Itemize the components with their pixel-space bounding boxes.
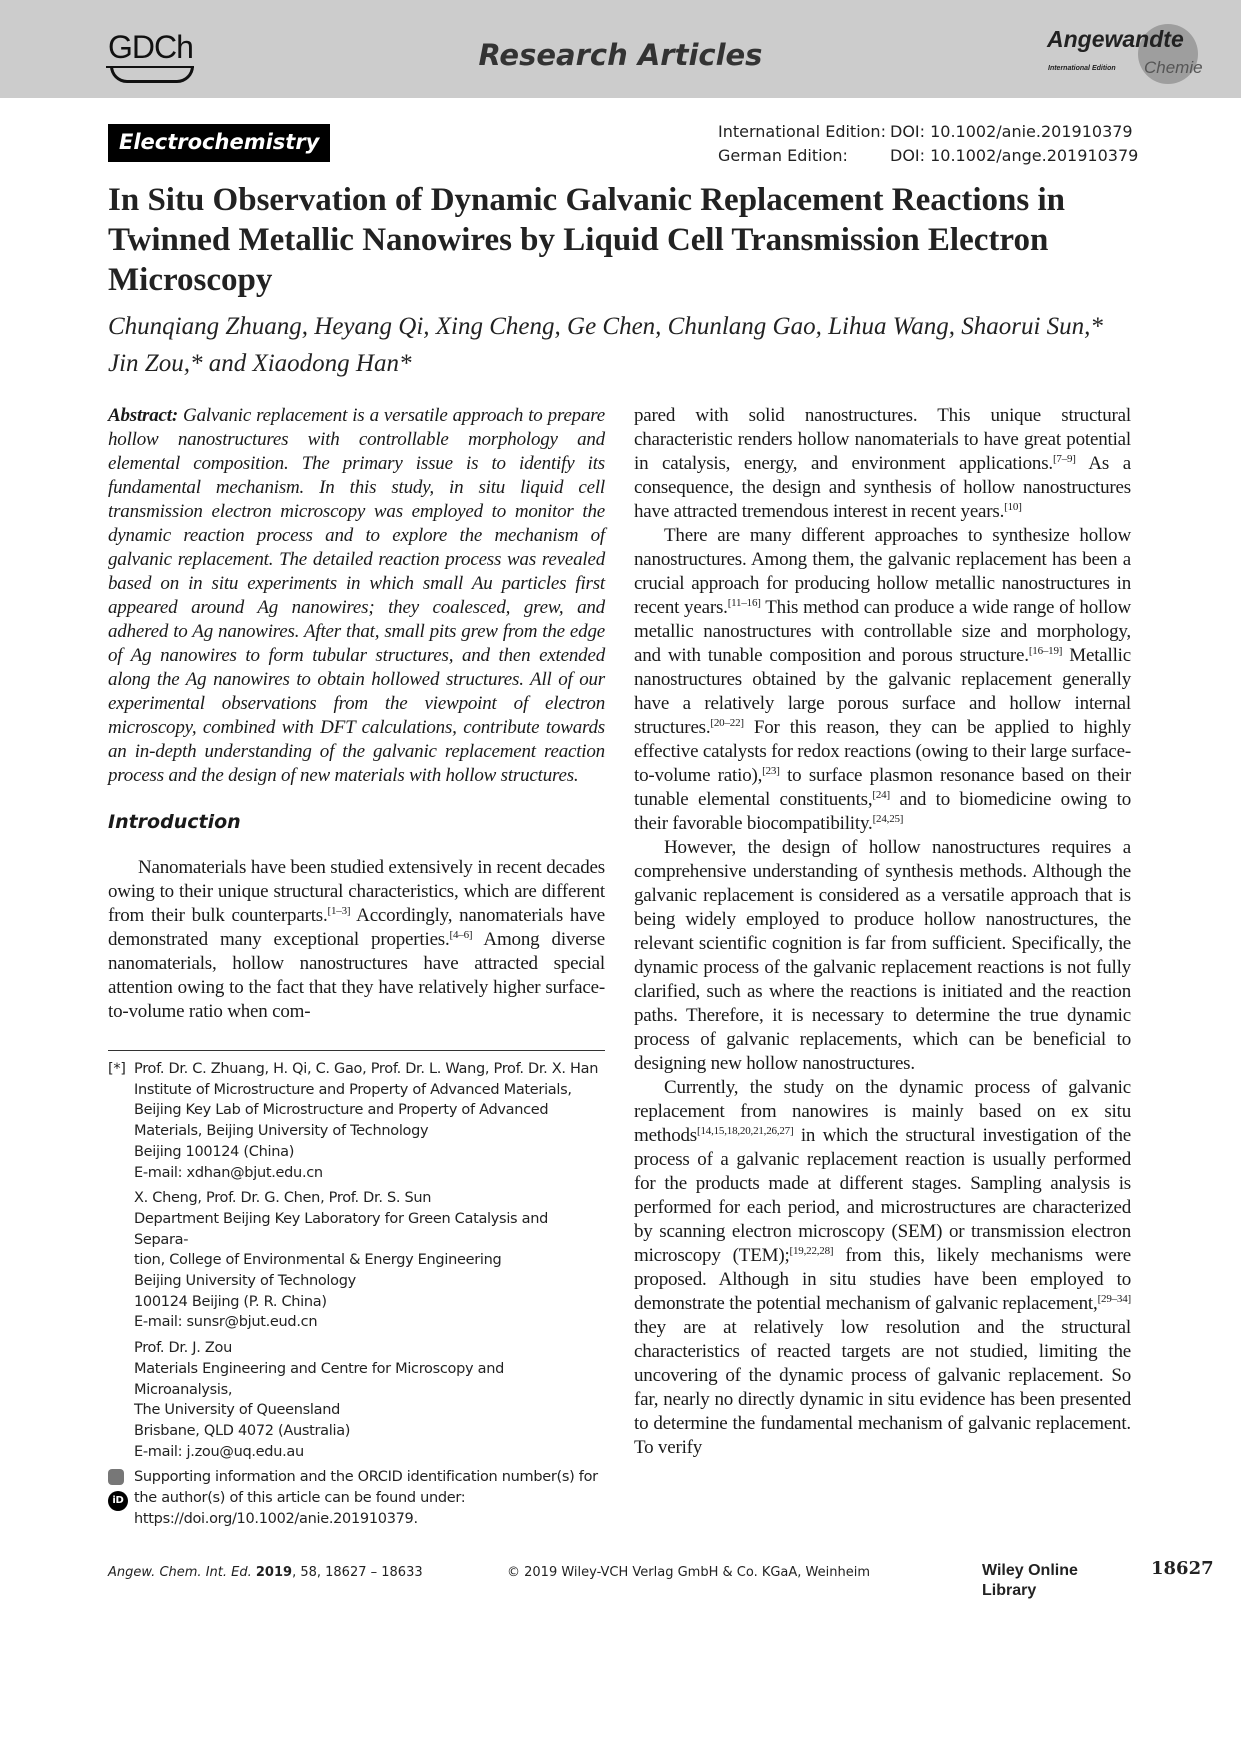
wiley-online-library-link[interactable]: Wiley Online Library [982,1562,1078,1600]
paragraph-text: pared with solid nanostructures. This unique structural characteristic renders hollow nanomaterials to have great potential in catalysis, energy, and environment applications. [634,405,1131,474]
paragraph-text: There are many different approaches to synthesize hollow nanostructures. Among them, the galvanic replacement has been a crucial approach for producing hollow metallic nanostructures in recent years. [634,525,1131,618]
email-link[interactable]: E-mail: j.zou@uq.edu.au [134,1443,304,1460]
angewandte-logo [1040,22,1210,86]
doi-block [718,120,1138,168]
affiliation-line: Beijing Key Lab of Microstructure and Property of Advanced [134,1102,549,1119]
paragraph-text: they are at relatively low resolution and the structural characteristics of reacted targets are not studied, limiting the uncovering of the dynamic process of galvanic replacement. So far, nearly no directly dynamic in situ evidence has been presented to determine the fundamental mechanism of galvanic replacement. To verify [634,1317,1131,1458]
citation-ref[interactable]: [14,15,18,20,21,26,27] [697,1125,794,1137]
citation-ref[interactable]: [29–34] [1097,1293,1131,1305]
affiliation-line: Prof. Dr. C. Zhuang, H. Qi, C. Gao, Prof. Dr. L. Wang, Prof. Dr. X. Han [134,1061,599,1077]
citation-journal: Angew. Chem. Int. Ed. [108,1565,252,1581]
citation-ref[interactable]: [4–6] [449,929,473,941]
left-paragraphs [108,856,605,1024]
doi-link[interactable]: DOI: 10.1002/ange.201910379 [890,146,1139,165]
citation-ref[interactable]: [16–19] [1028,645,1063,657]
citation-ref[interactable]: [24,25] [872,813,904,825]
citation-rest: , 58, 18627 – 18633 [292,1565,423,1581]
abstract-text: Galvanic replacement is a versatile approach to prepare hollow nanostructures with controllable morphology and elemental composition. The primary issue is to identify its fundamental mechanism. In this study, in situ liquid cell transmission electron microscopy was employed to monitor the dynamic reaction process and to explore the mechanism of galvanic replacement. The detailed reaction process was revealed based on in situ experiments in which small Au particles first appeared around Ag nanowires; they coalesced, grew, and adhered to Ag nanowires. After that, small pits grew from the edge of Ag nanowires to form tubular structures, and then extended along the Ag nanowires to obtain hollowed structures. All of our experimental observations from the viewpoint of electron microscopy, combined with DFT calculations, contribute towards an in-depth understanding of the galvanic replacement reaction process and the design of new materials with hollow structures. [108,405,605,786]
paragraph-text: Currently, the study on the dynamic process of galvanic replacement from nanowires is mainly based on ex situ methods [634,1077,1131,1146]
email-link[interactable]: E-mail: xdhan@bjut.edu.cn [134,1164,323,1181]
paragraph [634,836,1131,1076]
supporting-info-icon [108,1469,124,1485]
logo-edition: International Edition [1048,65,1116,72]
citation-ref[interactable]: [20–22] [710,717,744,729]
paragraph [108,856,605,1024]
right-column [634,404,1131,1460]
paragraph-text: Among diverse nanomaterials, hollow nanostructures have attracted special attention owing to the fact that they have relatively higher surface-to-volume ratio when com- [108,929,605,1022]
abstract [108,404,605,788]
citation-ref[interactable]: [1–3] [327,905,351,917]
affiliations-footnote [108,1059,605,1529]
logo-name: Angewandte [1047,26,1184,52]
affiliation-blocks [108,1059,605,1462]
citation-ref[interactable]: [24] [872,789,890,801]
paragraph-text: in which the structural investigation of the process of a galvanic replacement reaction is usually performed for the products made at different stages. Sampling analysis is performed for each period, and microstructures are characterized by scanning electron microscopy (SEM) or transmission electron microscopy (TEM); [634,1125,1131,1266]
citation-ref[interactable]: [7–9] [1052,453,1076,465]
paragraph-text: For this reason, they can be applied to highly effective catalysts for redox reactions (owing to their large surface-to-volume ratio), [634,717,1131,786]
citation-ref[interactable]: [10] [1004,501,1022,513]
affiliation-line: Beijing 100124 (China) [134,1143,295,1160]
doi-link[interactable]: DOI: 10.1002/anie.201910379 [890,122,1133,141]
section-title: Research Articles [478,38,763,72]
introduction-heading: Introduction [108,811,241,833]
left-column [108,404,605,1529]
logo-sub: Chemie [1144,58,1203,77]
copyright: © 2019 Wiley-VCH Verlag GmbH & Co. KGaA, Weinheim [507,1565,871,1581]
page-number: 18627 [1151,1558,1214,1580]
paragraph-text: Nanomaterials have been studied extensively in recent decades owing to their unique structural characteristics, which are different from their bulk counterparts. [108,857,605,926]
paragraph-text: However, the design of hollow nanostructures requires a comprehensive understanding of synthesis methods. Although the galvanic replacement is considered as a versatile approach that is being widely employed to produce hollow nanostructures, the relevant scientific cognition is far from sufficient. Specifically, the dynamic process of the galvanic replacement reactions is not fully clarified, such as where the reactions is initiated and the reaction paths. Therefore, it is necessary to determine the true dynamic process of galvanic replacements, which can be beneficial to designing new hollow nanostructures. [634,837,1131,1074]
category-tag: Electrochemistry [108,124,330,162]
paragraph-text: This method can produce a wide range of hollow metallic nanostructures with controllable size and morphology, and with tunable composition and porous structure. [634,597,1131,666]
si-line: Supporting information and the ORCID identification number(s) for [134,1469,598,1486]
affiliation-line: Materials, Beijing University of Technology [134,1123,429,1140]
affiliation-line: The University of Queensland [134,1402,341,1419]
paragraph [634,404,1131,524]
citation-ref[interactable]: [11–16] [727,597,761,609]
affiliation-line: Department Beijing Key Laboratory for Green Catalysis and Separa- [134,1210,548,1248]
affiliation-line: X. Cheng, Prof. Dr. G. Chen, Prof. Dr. S. Sun [134,1190,432,1207]
affiliation-line: 100124 Beijing (P. R. China) [134,1293,327,1310]
affiliation-line: Brisbane, QLD 4072 (Australia) [134,1422,351,1439]
journal-header [0,0,1241,98]
citation-ref[interactable]: [19,22,28] [789,1245,834,1257]
paragraph [634,1076,1131,1460]
orcid-icon: iD [108,1491,128,1511]
paragraph-text: and to biomedicine owing to their favorable biocompatibility. [634,789,1132,834]
page-footer [108,1558,1214,1600]
citation [108,1563,423,1583]
footnote-mark: [*] [108,1061,126,1077]
affiliation-line: tion, College of Environmental & Energy Engineering [134,1252,502,1269]
paragraph-text: As a consequence, the design and synthesis of hollow nanostructures have attracted tremendous interest in recent years. [634,453,1131,522]
citation-year: 2019 [255,1565,293,1581]
paragraph-text: Metallic nanostructures obtained by the galvanic replacement generally have a relatively large porous surface and hollow internal structures. [634,645,1131,738]
paragraph [634,524,1131,836]
email-link[interactable]: E-mail: sunsr@bjut.eud.cn [134,1314,318,1331]
affiliation-block [134,1059,605,1183]
supporting-information [112,1467,605,1529]
columns [108,404,1131,1529]
affiliation-line: Beijing University of Technology [134,1273,356,1290]
affiliation-line: Institute of Microstructure and Property of Advanced Materials, [134,1081,572,1098]
abstract-label: Abstract: [108,405,178,426]
doi-german [718,144,1138,168]
affiliation-line: Materials Engineering and Centre for Microscopy and Microanalysis, [134,1360,505,1398]
doi-label: International Edition: [718,122,886,141]
si-link[interactable]: https://doi.org/10.1002/anie.201910379. [134,1510,418,1527]
doi-label: German Edition: [718,146,848,165]
gdch-logo: GDCh [108,29,193,65]
article-title: In Situ Observation of Dynamic Galvanic Replacement Reactions in Twinned Metallic Nanowires by Liquid Cell Transmission Electron Microscopy [108,182,1065,298]
citation-ref[interactable]: [23] [762,765,780,777]
paragraph-text: from this, likely mechanisms were proposed. Although in situ studies have been employed to demonstrate the potential mechanism of galvanic replacement, [634,1245,1131,1314]
doi-international [718,120,1138,144]
right-paragraphs [634,404,1131,1460]
footnote-divider [108,1050,605,1051]
affiliation-line: Prof. Dr. J. Zou [134,1340,232,1357]
author-list: Chunqiang Zhuang, Heyang Qi, Xing Cheng, Ge Chen, Chunlang Gao, Lihua Wang, Shaorui Sun,* Jin Zou,* and Xiaodong Han* [108,313,1103,377]
paragraph-text: Accordingly, nanomaterials have demonstrated many exceptional properties. [108,905,605,950]
paragraph-text: to surface plasmon resonance based on their tunable elemental constituents, [634,765,1131,810]
si-line: the author(s) of this article can be found under: [134,1490,466,1507]
article-body [108,180,1214,1600]
affiliation-block [134,1188,605,1333]
affiliation-block [134,1338,605,1462]
